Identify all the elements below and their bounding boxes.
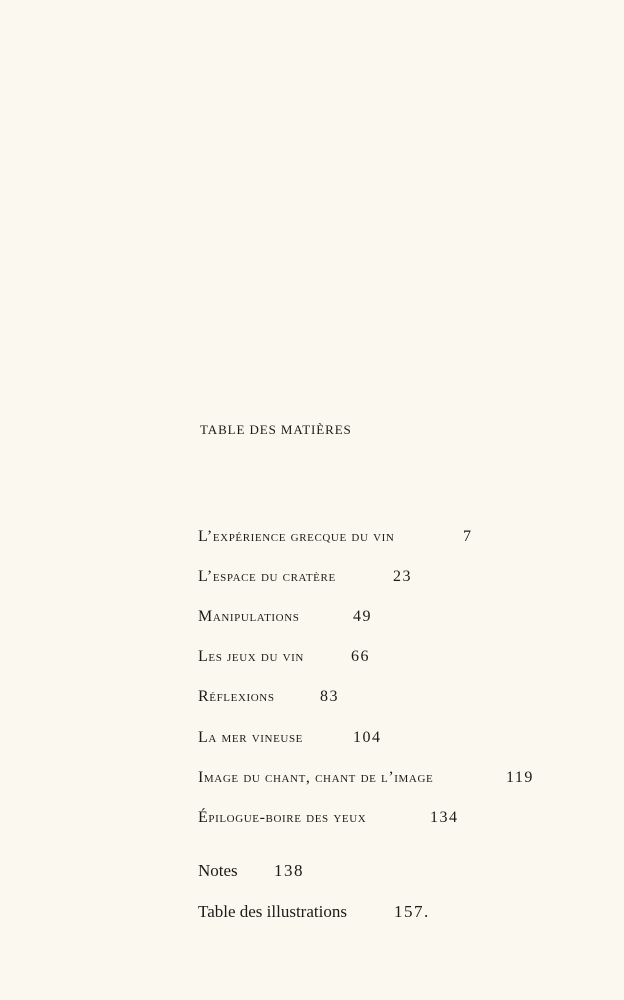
toc-entry <box>198 808 459 828</box>
toc-entry-title: Les jeux du vin <box>198 648 304 665</box>
toc-entry-page: 7 <box>463 528 473 545</box>
toc-entry-page: 104 <box>353 729 382 746</box>
toc-entry-page: 119 <box>506 769 534 786</box>
toc-entry-title: Table des illustrations <box>198 902 347 921</box>
toc-entry <box>198 527 473 547</box>
toc-entry-title: Manipulations <box>198 608 300 625</box>
toc-entry-page: 134 <box>430 809 459 826</box>
toc-entry-title: Notes <box>198 861 238 880</box>
toc-entry <box>198 647 370 667</box>
toc-entry-title: Épilogue-boire des yeux <box>198 809 367 826</box>
toc-entry-page: 49 <box>353 608 372 625</box>
toc-entry <box>198 607 372 627</box>
toc-entry-page: 157. <box>394 902 430 921</box>
toc-entry-page: 66 <box>351 648 370 665</box>
toc-entry <box>198 728 382 748</box>
toc-entry <box>198 768 534 788</box>
toc-entry-title: Réflexions <box>198 688 275 705</box>
toc-entry <box>198 902 430 922</box>
toc-entry-title: L’expérience grecque du vin <box>198 528 395 545</box>
toc-entry <box>198 567 412 587</box>
toc-entry-title: La mer vineuse <box>198 729 304 746</box>
toc-entry-title: L’espace du cratère <box>198 568 336 585</box>
toc-entry <box>198 687 339 707</box>
toc-entry-page: 83 <box>320 688 339 705</box>
toc-entry-page: 138 <box>274 861 304 880</box>
toc-entry-title: Image du chant, chant de l’image <box>198 769 434 786</box>
toc-heading: TABLE DES MATIÈRES <box>200 422 352 437</box>
toc-entry-page: 23 <box>393 568 412 585</box>
toc-entry <box>198 861 304 881</box>
